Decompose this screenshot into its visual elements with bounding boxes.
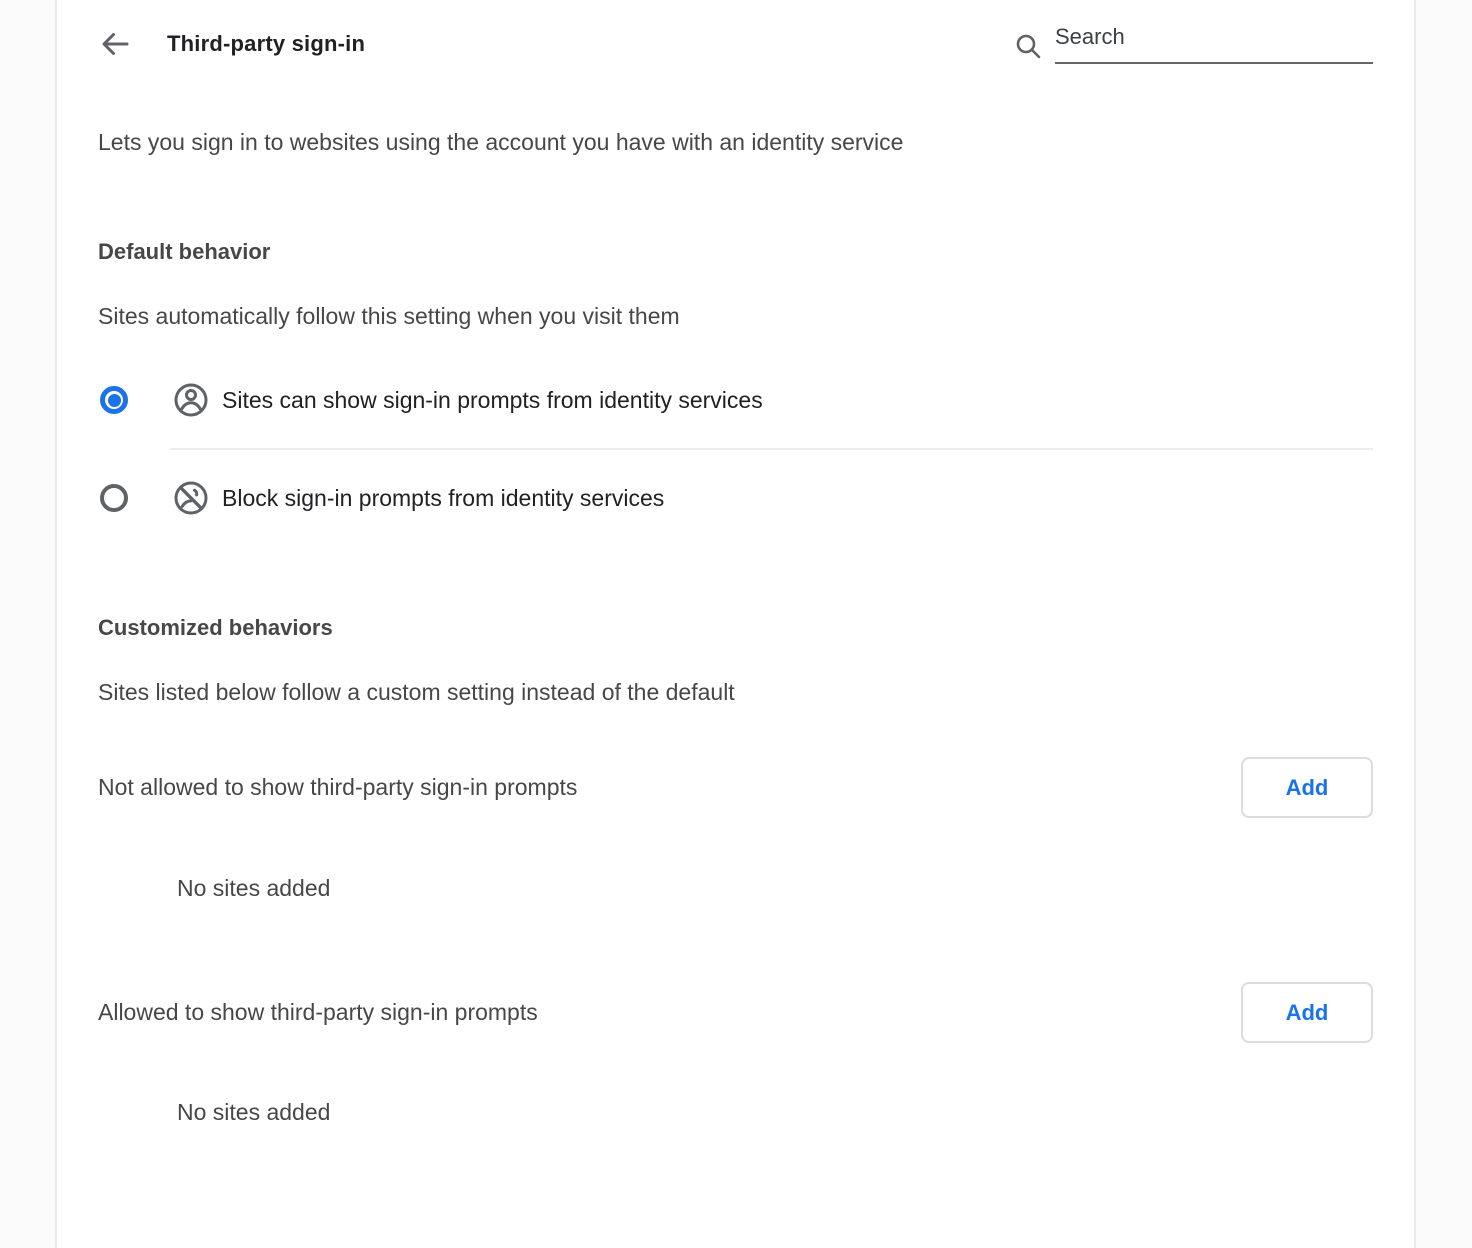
option-block-signin-prompts[interactable] (98, 450, 1373, 546)
blocklist-row (98, 757, 1373, 818)
blocklist-add-button[interactable]: Add (1241, 757, 1373, 818)
default-behavior-heading: Default behavior (98, 239, 271, 264)
default-behavior-subtext: Sites automatically follow this setting when you visit them (98, 303, 680, 329)
blocklist-label: Not allowed to show third-party sign-in prompts (98, 774, 578, 800)
search-input[interactable] (1055, 24, 1373, 64)
allowlist-add-button[interactable]: Add (1241, 982, 1373, 1043)
option-allow-signin-prompts[interactable] (98, 352, 1373, 448)
default-behavior-options (98, 352, 1373, 546)
radio-dot (108, 394, 121, 407)
search-icon (1014, 32, 1042, 60)
radio-selected[interactable] (100, 386, 128, 414)
allowlist-label: Allowed to show third-party sign-in prompts (98, 999, 538, 1025)
option-label: Block sign-in prompts from identity services (222, 484, 665, 511)
arrow-left-icon (98, 27, 132, 61)
page-content (57, 128, 1414, 1126)
back-button[interactable] (95, 24, 135, 64)
allowlist-empty-text: No sites added (177, 1099, 331, 1125)
customized-behaviors-heading: Customized behaviors (98, 615, 333, 640)
account-circle-icon (173, 382, 209, 418)
page-header (57, 0, 1414, 88)
blocklist-empty-text: No sites added (177, 875, 331, 901)
option-label: Sites can show sign-in prompts from identity services (222, 386, 763, 413)
search-container (1014, 24, 1373, 64)
page-title: Third-party sign-in (167, 31, 366, 56)
account-circle-off-icon (173, 480, 209, 516)
allowlist-row (98, 982, 1373, 1043)
settings-card (55, 0, 1416, 1248)
customized-behaviors-subtext: Sites listed below follow a custom setting instead of the default (98, 679, 735, 705)
radio-unselected[interactable] (100, 484, 128, 512)
page-description: Lets you sign in to websites using the account you have with an identity service (98, 129, 904, 155)
